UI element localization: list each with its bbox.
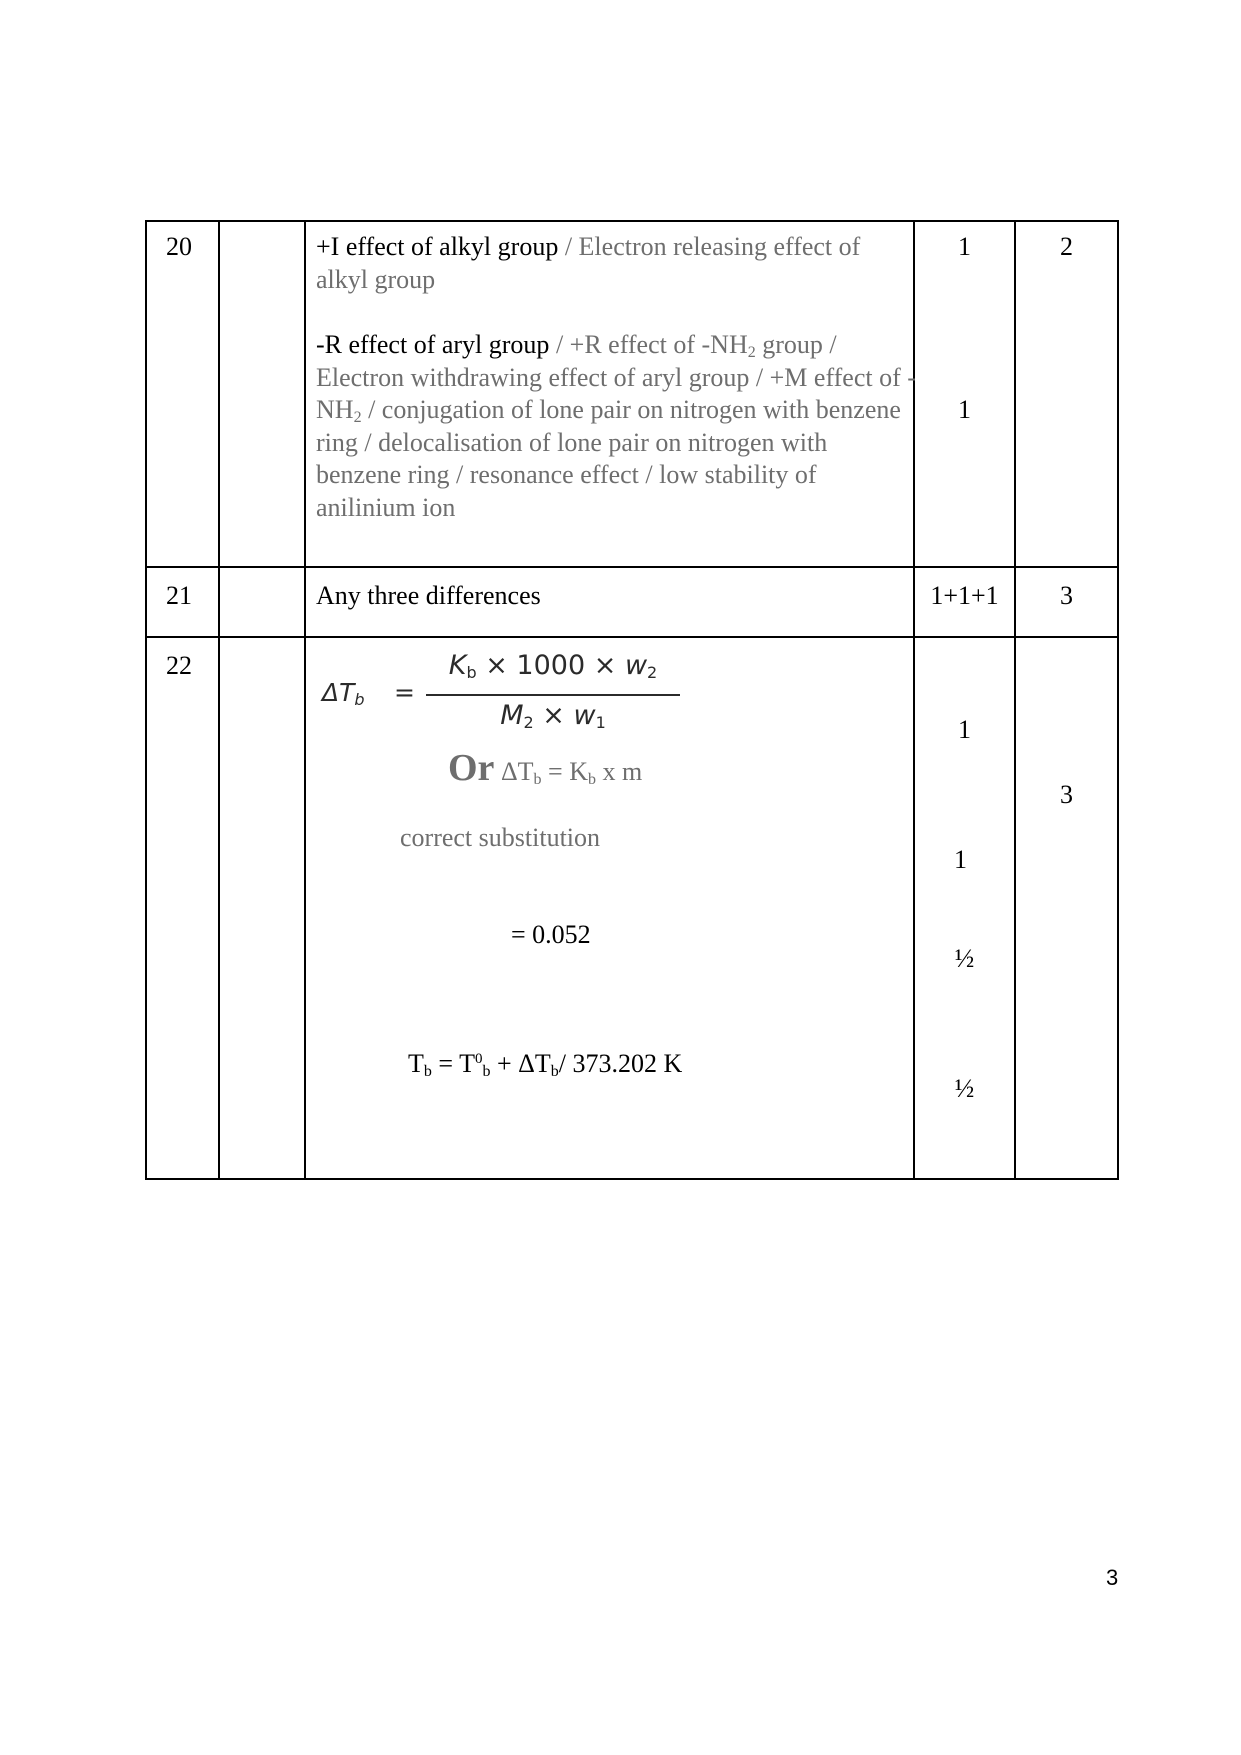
- answer-20-alternative-2a: / +R effect of $-NH_2$ group / Electron withdrawing effect of aryl group / +M effect of $-NH_2$ / conjugation of lone pair on nitrogen with benzene ring / delocalisation of lone pair on nitrogen with benzene ring / resonance effect / low stability of anilinium ion: [316, 330, 916, 522]
- answer-20: [316, 231, 916, 524]
- marks-20-part-2: 1: [958, 395, 971, 424]
- question-number-22: 22: [166, 651, 192, 680]
- marks-22-part-1: 1: [958, 715, 971, 744]
- formula-denominator: $M_2 \times w_1$: [500, 700, 606, 732]
- correct-substitution-text: correct substitution: [400, 823, 601, 852]
- page-number: 3: [1106, 1565, 1119, 1590]
- total-marks-22: 3: [1060, 780, 1073, 809]
- marks-22-part-4: ½: [954, 1074, 975, 1103]
- answer-20-alternative-1: / Electron releasing effect of alkyl group: [316, 232, 861, 294]
- final-boiling-point: $T_b = T^0_b + \Delta T_b/$ 373.202 K: [408, 1049, 683, 1080]
- marks-21: 1+1+1: [930, 581, 999, 610]
- question-number-21: 21: [166, 581, 192, 610]
- delta-tb-result: = 0.052: [511, 920, 591, 949]
- marks-22-part-2: 1: [954, 845, 967, 874]
- question-number-20: 20: [166, 232, 192, 261]
- marks-20-part-1: 1: [958, 232, 971, 261]
- answer-21: Any three differences: [316, 581, 541, 610]
- formula-equals: =: [394, 678, 415, 707]
- alternate-formula: Or $\Delta T_b = K_b$ x m: [448, 747, 643, 789]
- formula-lhs: $\Delta T_b$: [322, 678, 365, 709]
- formula-numerator: $K_b \times 1000 \times w_2$: [448, 650, 658, 682]
- answer-20-main-point-2: -R effect of aryl group: [316, 330, 550, 359]
- answer-20-main-point-1: +I effect of alkyl group: [316, 232, 559, 261]
- total-marks-21: 3: [1060, 581, 1073, 610]
- fraction-bar: [426, 694, 680, 696]
- total-marks-20: 2: [1060, 232, 1073, 261]
- marks-22-part-3: ½: [954, 944, 975, 973]
